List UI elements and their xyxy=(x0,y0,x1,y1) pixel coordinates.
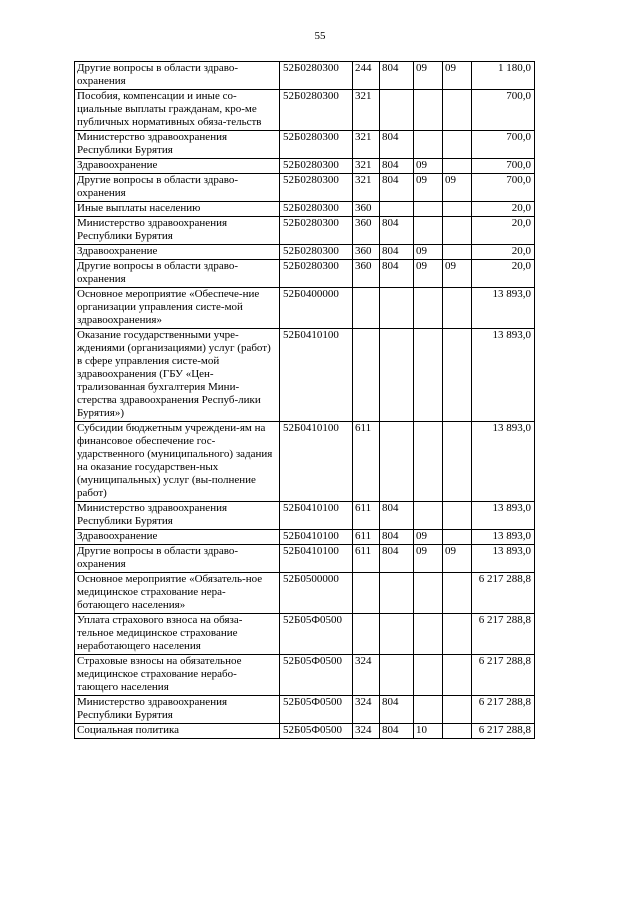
cell-amount: 20,0 xyxy=(472,260,535,288)
cell-expense-type: 360 xyxy=(353,217,380,245)
cell-department: 804 xyxy=(380,260,414,288)
table-row xyxy=(75,217,535,245)
table-row xyxy=(75,174,535,202)
cell-name: Основное мероприятие «Обязатель-ное медицинское страхование нера-ботающего населения» xyxy=(75,573,280,614)
cell-name: Министерство здравоохранения Республики Бурятия xyxy=(75,696,280,724)
table-row xyxy=(75,159,535,174)
cell-expense-type xyxy=(353,573,380,614)
cell-expense-type xyxy=(353,614,380,655)
cell-amount: 20,0 xyxy=(472,217,535,245)
table-row xyxy=(75,696,535,724)
cell-section xyxy=(414,329,443,422)
cell-amount: 13 893,0 xyxy=(472,530,535,545)
cell-subsection xyxy=(443,573,472,614)
cell-name: Другие вопросы в области здраво-охранения xyxy=(75,62,280,90)
cell-amount: 13 893,0 xyxy=(472,502,535,530)
cell-subsection: 09 xyxy=(443,174,472,202)
cell-target-article: 52Б05Ф0500 xyxy=(280,655,353,696)
cell-target-article: 52Б0280300 xyxy=(280,90,353,131)
table-row xyxy=(75,131,535,159)
cell-name: Основное мероприятие «Обеспече-ние организации управления систе-мой здравоохранения» xyxy=(75,288,280,329)
cell-section xyxy=(414,573,443,614)
cell-amount: 6 217 288,8 xyxy=(472,696,535,724)
cell-department xyxy=(380,573,414,614)
cell-subsection xyxy=(443,329,472,422)
cell-amount: 700,0 xyxy=(472,90,535,131)
table-row xyxy=(75,245,535,260)
cell-subsection xyxy=(443,614,472,655)
cell-name: Социальная политика xyxy=(75,724,280,739)
cell-subsection xyxy=(443,159,472,174)
cell-department: 804 xyxy=(380,159,414,174)
cell-target-article: 52Б0280300 xyxy=(280,174,353,202)
table-row xyxy=(75,502,535,530)
cell-department: 804 xyxy=(380,217,414,245)
cell-department: 804 xyxy=(380,245,414,260)
cell-section xyxy=(414,131,443,159)
cell-target-article: 52Б0280300 xyxy=(280,245,353,260)
cell-department: 804 xyxy=(380,502,414,530)
cell-section xyxy=(414,202,443,217)
cell-section xyxy=(414,288,443,329)
cell-section xyxy=(414,422,443,502)
cell-section: 09 xyxy=(414,174,443,202)
cell-expense-type: 611 xyxy=(353,530,380,545)
cell-amount: 13 893,0 xyxy=(472,329,535,422)
cell-expense-type xyxy=(353,288,380,329)
table-row xyxy=(75,422,535,502)
cell-department xyxy=(380,655,414,696)
cell-subsection xyxy=(443,202,472,217)
cell-expense-type: 321 xyxy=(353,159,380,174)
table-row xyxy=(75,288,535,329)
cell-name: Иные выплаты населению xyxy=(75,202,280,217)
cell-expense-type: 611 xyxy=(353,422,380,502)
cell-subsection xyxy=(443,131,472,159)
cell-subsection xyxy=(443,217,472,245)
cell-subsection xyxy=(443,655,472,696)
cell-section xyxy=(414,502,443,530)
cell-expense-type: 360 xyxy=(353,202,380,217)
cell-target-article: 52Б0410100 xyxy=(280,530,353,545)
cell-name: Другие вопросы в области здраво-охранения xyxy=(75,174,280,202)
table-row xyxy=(75,655,535,696)
cell-subsection: 09 xyxy=(443,62,472,90)
cell-department xyxy=(380,202,414,217)
cell-subsection xyxy=(443,422,472,502)
cell-section: 09 xyxy=(414,245,443,260)
cell-section: 09 xyxy=(414,62,443,90)
cell-subsection xyxy=(443,288,472,329)
cell-expense-type: 360 xyxy=(353,245,380,260)
cell-target-article: 52Б0410100 xyxy=(280,502,353,530)
cell-subsection xyxy=(443,530,472,545)
cell-amount: 700,0 xyxy=(472,131,535,159)
cell-target-article: 52Б0400000 xyxy=(280,288,353,329)
table-row xyxy=(75,90,535,131)
table-row xyxy=(75,614,535,655)
cell-amount: 6 217 288,8 xyxy=(472,724,535,739)
cell-name: Здравоохранение xyxy=(75,530,280,545)
table-row xyxy=(75,545,535,573)
cell-department xyxy=(380,614,414,655)
cell-name: Уплата страхового взноса на обяза-тельное медицинское страхование неработающего населения xyxy=(75,614,280,655)
table-row xyxy=(75,62,535,90)
cell-amount: 6 217 288,8 xyxy=(472,614,535,655)
cell-expense-type: 321 xyxy=(353,90,380,131)
cell-section: 09 xyxy=(414,530,443,545)
cell-expense-type: 321 xyxy=(353,131,380,159)
cell-subsection: 09 xyxy=(443,260,472,288)
cell-name: Другие вопросы в области здраво-охранения xyxy=(75,260,280,288)
cell-name: Здравоохранение xyxy=(75,245,280,260)
cell-target-article: 52Б0280300 xyxy=(280,159,353,174)
cell-department: 804 xyxy=(380,530,414,545)
cell-target-article: 52Б0410100 xyxy=(280,545,353,573)
cell-department: 804 xyxy=(380,174,414,202)
cell-expense-type: 611 xyxy=(353,502,380,530)
cell-section: 09 xyxy=(414,159,443,174)
cell-name: Пособия, компенсации и иные со-циальные выплаты гражданам, кро-ме публичных нормативных обяза-тельств xyxy=(75,90,280,131)
cell-section: 10 xyxy=(414,724,443,739)
cell-expense-type xyxy=(353,329,380,422)
cell-target-article: 52Б0280300 xyxy=(280,260,353,288)
cell-amount: 1 180,0 xyxy=(472,62,535,90)
cell-expense-type: 324 xyxy=(353,724,380,739)
cell-name: Другие вопросы в области здраво-охранения xyxy=(75,545,280,573)
cell-target-article: 52Б0500000 xyxy=(280,573,353,614)
cell-target-article: 52Б0410100 xyxy=(280,422,353,502)
cell-department: 804 xyxy=(380,131,414,159)
page-number: 55 xyxy=(314,30,326,42)
cell-name: Оказание государственными учре-ждениями (организациями) услуг (работ) в сфере управления систе-мой здравоохранения (ГБУ «Цен-трализованная бухгалтерия Мини-стерства здравоохранения Респуб-лики Бурятия») xyxy=(75,329,280,422)
cell-amount: 13 893,0 xyxy=(472,545,535,573)
cell-expense-type: 611 xyxy=(353,545,380,573)
cell-expense-type: 244 xyxy=(353,62,380,90)
table-row xyxy=(75,329,535,422)
cell-section xyxy=(414,217,443,245)
cell-department xyxy=(380,329,414,422)
cell-section: 09 xyxy=(414,545,443,573)
cell-amount: 6 217 288,8 xyxy=(472,573,535,614)
table-row xyxy=(75,724,535,739)
cell-name: Здравоохранение xyxy=(75,159,280,174)
cell-section xyxy=(414,655,443,696)
cell-department: 804 xyxy=(380,724,414,739)
cell-target-article: 52Б0280300 xyxy=(280,202,353,217)
cell-target-article: 52Б0280300 xyxy=(280,217,353,245)
cell-amount: 6 217 288,8 xyxy=(472,655,535,696)
cell-amount: 13 893,0 xyxy=(472,422,535,502)
cell-name: Субсидии бюджетным учреждени-ям на финансовое обеспечение гос-ударственного (муниципального) задания на оказание государствен-ных (муниципальных) услуг (вы-полнение работ) xyxy=(75,422,280,502)
cell-target-article: 52Б0410100 xyxy=(280,329,353,422)
cell-amount: 20,0 xyxy=(472,245,535,260)
cell-target-article: 52Б05Ф0500 xyxy=(280,724,353,739)
cell-section xyxy=(414,696,443,724)
table-row xyxy=(75,260,535,288)
cell-amount: 700,0 xyxy=(472,159,535,174)
cell-subsection xyxy=(443,90,472,131)
cell-subsection xyxy=(443,245,472,260)
cell-expense-type: 324 xyxy=(353,655,380,696)
cell-subsection: 09 xyxy=(443,545,472,573)
cell-department xyxy=(380,90,414,131)
cell-target-article: 52Б05Ф0500 xyxy=(280,696,353,724)
cell-expense-type: 324 xyxy=(353,696,380,724)
cell-amount: 20,0 xyxy=(472,202,535,217)
cell-section xyxy=(414,90,443,131)
cell-department: 804 xyxy=(380,696,414,724)
cell-name: Страховые взносы на обязательное медицинское страхование нерабо-тающего населения xyxy=(75,655,280,696)
cell-department xyxy=(380,422,414,502)
cell-subsection xyxy=(443,696,472,724)
cell-expense-type: 321 xyxy=(353,174,380,202)
cell-amount: 700,0 xyxy=(472,174,535,202)
cell-section: 09 xyxy=(414,260,443,288)
cell-department: 804 xyxy=(380,545,414,573)
cell-target-article: 52Б0280300 xyxy=(280,131,353,159)
cell-subsection xyxy=(443,724,472,739)
table-row xyxy=(75,202,535,217)
cell-expense-type: 360 xyxy=(353,260,380,288)
budget-table xyxy=(74,61,535,739)
table-row xyxy=(75,573,535,614)
cell-name: Министерство здравоохранения Республики Бурятия xyxy=(75,217,280,245)
cell-name: Министерство здравоохранения Республики Бурятия xyxy=(75,502,280,530)
cell-amount: 13 893,0 xyxy=(472,288,535,329)
cell-name: Министерство здравоохранения Республики Бурятия xyxy=(75,131,280,159)
cell-department: 804 xyxy=(380,62,414,90)
table-row xyxy=(75,530,535,545)
table-body xyxy=(75,62,535,739)
cell-target-article: 52Б05Ф0500 xyxy=(280,614,353,655)
cell-section xyxy=(414,614,443,655)
cell-target-article: 52Б0280300 xyxy=(280,62,353,90)
cell-department xyxy=(380,288,414,329)
cell-subsection xyxy=(443,502,472,530)
